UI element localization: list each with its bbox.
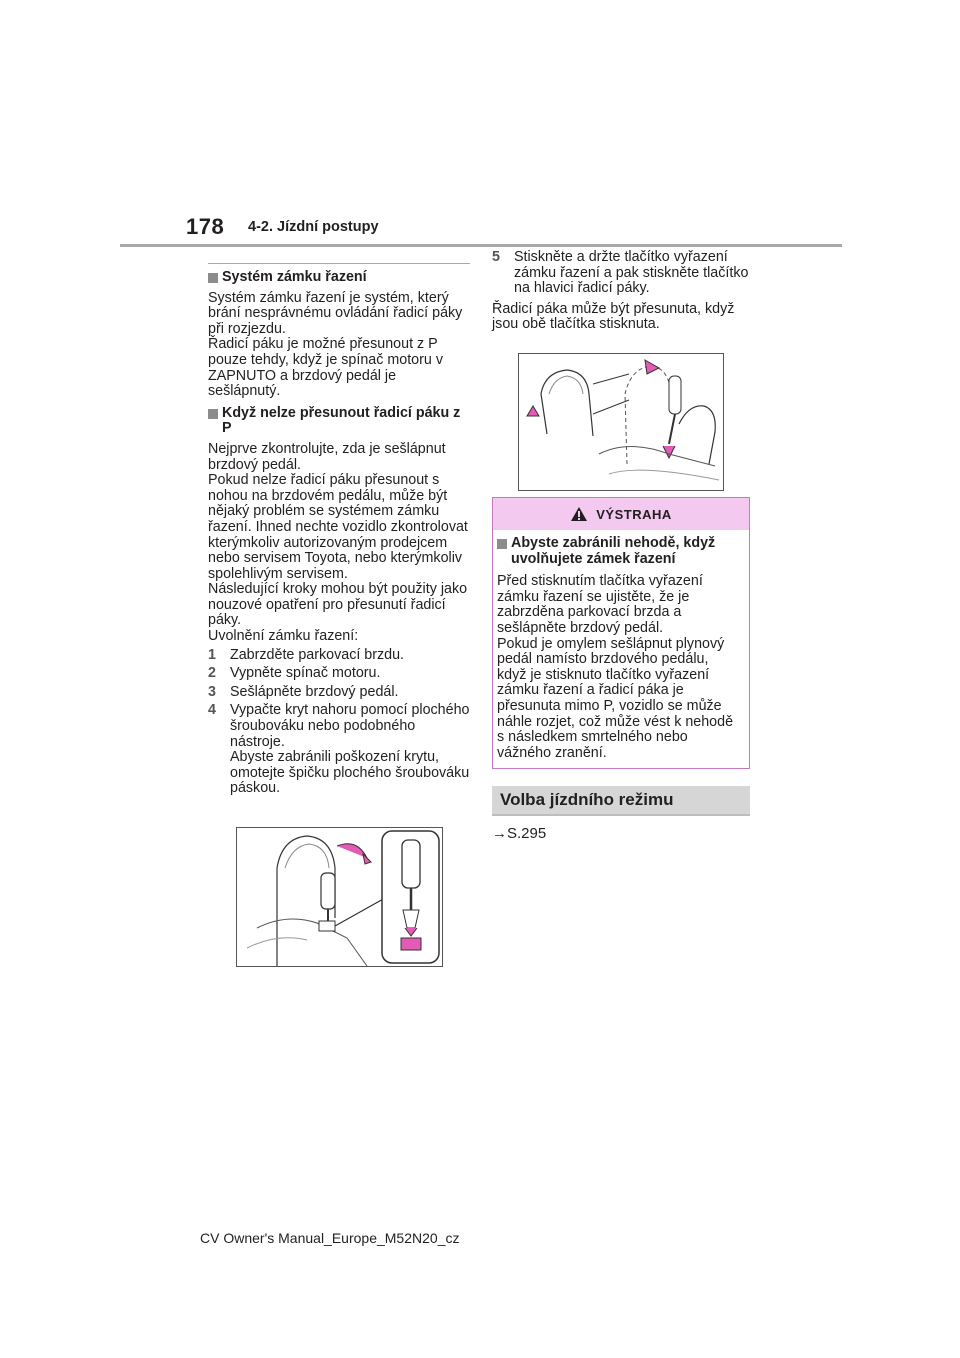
shift-lock-para-1: Systém zámku řazení je systém, který brání nesprávnému ovládání řadicí páky při rozjezdu. (208, 289, 463, 337)
warning-para-2: Pokud je omylem sešlápnut plynový pedál namísto brzdového pedálu, když je stisknuto tlačítko vyřazení zámku řazení a řadicí páka je přesunuta mimo P, vozidlo se může náhle rozjet, což může vést k nehodě s následkem smrtelného nebo vážného zranění. (497, 635, 734, 761)
step-4 (208, 703, 470, 797)
warning-header (493, 498, 749, 530)
cannot-shift-para-4: Uvolnění zámku řazení: (208, 628, 359, 645)
step-3 (208, 685, 470, 701)
warning-box (492, 497, 750, 769)
step-4-extra: Abyste zabránili poškození krytu, omotejte špičku plochého šroubováku páskou. (230, 749, 470, 797)
step-number: 5 (492, 249, 500, 265)
drive-mode-heading: Volba jízdního režimu (492, 786, 750, 816)
cannot-shift-para-1: Nejprve zkontrolujte, zda je sešlápnut brzdový pedál. (208, 440, 446, 473)
step-number: 2 (208, 665, 216, 682)
square-bullet-icon (208, 273, 218, 283)
shift-lock-title: Systém zámku řazení (222, 269, 367, 285)
header-rule (120, 244, 842, 247)
cannot-shift-heading (208, 406, 470, 437)
shift-knob-buttons-drawing (519, 354, 723, 490)
illustration-pry-cover (236, 827, 443, 967)
warning-triangle-icon (570, 506, 588, 522)
section-title: 4-2. Jízdní postupy (248, 219, 379, 235)
step-text: Stiskněte a držte tlačítko vyřazení zámku řazení a pak stiskněte tlačítko na hlavici řadicí páky. (514, 249, 749, 297)
step-number: 3 (208, 683, 216, 700)
step-text: Sešlápněte brzdový pedál. (230, 683, 399, 700)
step-number: 4 (208, 702, 216, 719)
page-reference-link[interactable]: →S.295 (492, 825, 547, 842)
square-bullet-icon (208, 409, 218, 419)
step-text (230, 703, 470, 797)
step-number: 1 (208, 646, 216, 663)
step-text: Zabrzděte parkovací brzdu. (230, 646, 405, 663)
step-2 (208, 666, 470, 682)
section-divider (208, 263, 470, 264)
warning-title-row (497, 536, 741, 567)
step-1 (208, 648, 470, 664)
warning-body (493, 530, 749, 761)
shift-lock-heading (208, 270, 470, 286)
screwdriver-cover-drawing (237, 828, 442, 966)
shift-lock-para-2: Řadicí páku je možné přesunout z P pouze tehdy, když je spínač motoru v ZAPNUTO a brzdový pedál je sešlápnutý. (208, 336, 443, 400)
cannot-shift-title: Když nelze přesunout řadicí páku z P (222, 404, 461, 437)
warning-label: VÝSTRAHA (596, 506, 672, 522)
right-column (492, 250, 750, 333)
warning-title: Abyste zabránili nehodě, když uvolňujete zámek řazení (511, 535, 716, 567)
warning-para-1: Před stisknutím tlačítka vyřazení zámku řazení se ujistěte, že je zabrzděna parkovací brzda a sešlápněte brzdový pedál. (497, 573, 703, 636)
page-number: 178 (186, 214, 225, 239)
step-5 (492, 250, 750, 297)
square-bullet-icon (497, 539, 507, 549)
cannot-shift-para-3: Následující kroky mohou být použity jako nouzové opatření pro přesunutí řadicí páky. (208, 581, 468, 629)
left-column (208, 263, 470, 797)
cannot-shift-para-2: Pokud nelze řadicí páku přesunout s nohou na brzdovém pedálu, může být nějaký problém se systémem zámku řazení. Ihned nechte vozidlo zkontrolovat kterýmkoliv autorizovaným prodejcem nebo servisem Toyota, nebo kterýmkoliv spolehlivým servisem. (208, 472, 468, 582)
step-text: Vypněte spínač motoru. (230, 665, 381, 682)
illustration-press-buttons (518, 353, 724, 491)
after-step-5: Řadicí páka může být přesunuta, když jsou obě tlačítka stisknuta. (492, 300, 735, 333)
step-4-main: Vypačte kryt nahoru pomocí plochého šroubováku nebo podobného nástroje. (230, 702, 470, 750)
footer-manual-id: CV Owner's Manual_Europe_M52N20_cz (200, 1230, 460, 1246)
